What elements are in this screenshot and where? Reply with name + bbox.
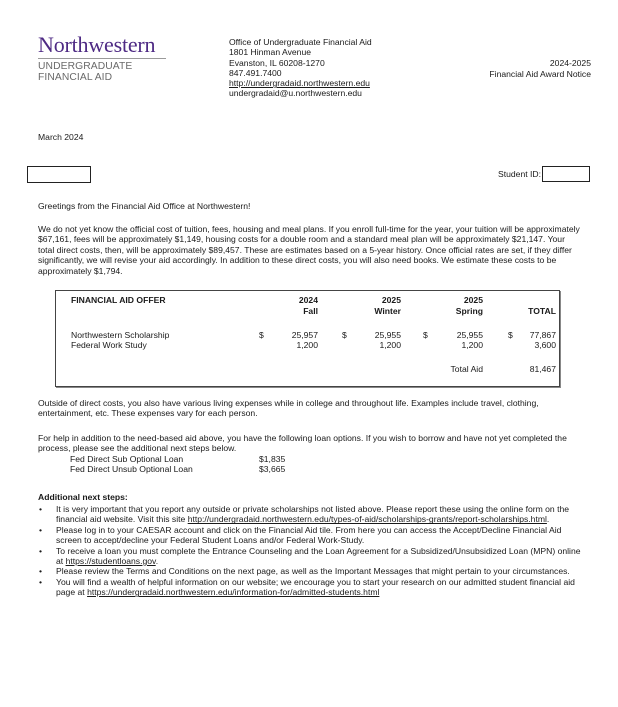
loan-amount: $1,835 [259, 453, 286, 464]
total-aid-label: Total Aid [450, 364, 483, 374]
amount-spring: 25,955 [456, 330, 483, 340]
amount-spring: 1,200 [461, 340, 483, 350]
next-step-item [38, 577, 583, 598]
student-id-label: Student ID: [498, 169, 541, 179]
logo-divider [38, 58, 166, 59]
next-step-item [38, 546, 583, 567]
student-id-field [542, 166, 590, 182]
office-address-block [229, 37, 372, 99]
amount-winter: 25,955 [374, 330, 401, 340]
street-address: 1801 Hinman Avenue [229, 47, 312, 58]
column-header-total: TOTAL [528, 306, 556, 316]
step-text: Please log in to your CAESAR account and click on the Financial Aid tile. From here you can access the Accept/Decline Financial Aid screen to accept/decline your Federal Student Loans and/or Federal Work-Study. [56, 524, 562, 546]
currency-symbol: $ [423, 330, 428, 340]
column-header-year: 2025 [463, 295, 483, 305]
column-header-term: Spring [455, 306, 483, 316]
bullet-icon: • [39, 566, 43, 577]
bullet-icon: • [39, 524, 43, 535]
admitted-students-link[interactable]: https://undergradaid.northwestern.edu/information-for/admitted-students.html [87, 587, 380, 598]
next-step-item [38, 525, 583, 546]
column-header-term: Winter [374, 306, 401, 316]
next-steps-title: Additional next steps: [38, 492, 128, 502]
step-text: Please review the Terms and Conditions on the next page, as well as the Important Messages that might pertain to your circumstances. [56, 566, 570, 577]
amount-fall: 25,957 [291, 330, 318, 340]
bullet-icon: • [39, 545, 43, 556]
office-email: undergradaid@u.northwestern.edu [229, 88, 362, 99]
living-expenses-paragraph: Outside of direct costs, you also have various living expenses while in college and throughout life. Examples include travel, clothing, entertainment, etc. These expenses vary for each person. [38, 398, 539, 419]
cost-estimate-paragraph: We do not yet know the official cost of tuition, fees, housing and meal plans. If you enroll full-time for the year, your tuition will be approximately $67,161, fees will be approximately $1,149, housing costs for a double room and a standard meal plan will be approximately $21,147. Your total direct costs, then, will be approximately $89,457. These are estimates based on a 5-year history. Once official rates are set, if they differ significantly, we will revise your aid accordingly. In addition to these direct costs, you will also need books. We estimate these costs to be approximately $1,794. [38, 224, 580, 276]
loan-row [38, 464, 583, 474]
step-text: You will find a wealth of helpful information on our website; we encourage you to start your research on our admitted student financial aid page at [56, 576, 575, 598]
greeting: Greetings from the Financial Aid Office at Northwestern! [38, 201, 251, 211]
loan-row [38, 454, 583, 464]
amount-total: 77,867 [529, 330, 556, 340]
offer-table-title: FINANCIAL AID OFFER [71, 295, 166, 305]
bullet-icon: • [39, 504, 43, 514]
student-name-field [27, 166, 91, 183]
column-header-year: 2025 [381, 295, 401, 305]
loan-amount: $3,665 [259, 464, 286, 475]
step-text: It is very important that you report any outside or private scholarships not listed above. Please report these using the online form on the financial aid website. Visit this site [56, 504, 570, 525]
logo-subtitle-line1: UNDERGRADUATE [38, 61, 133, 72]
studentloans-link[interactable]: https://studentloans.gov [65, 556, 156, 567]
column-header-term: Fall [303, 306, 318, 316]
student-id-row [498, 166, 590, 182]
total-aid-value: 81,467 [529, 364, 556, 374]
award-year: 2024-2025 [549, 58, 591, 68]
aid-name-work-study: Federal Work Study [71, 340, 147, 350]
aid-name-scholarship: Northwestern Scholarship [71, 330, 170, 340]
amount-winter: 1,200 [379, 340, 401, 350]
northwestern-logo-wordmark: Northwestern [38, 32, 156, 57]
loan-name: Fed Direct Sub Optional Loan [70, 453, 184, 464]
amount-fall: 1,200 [296, 340, 318, 350]
next-step-item [38, 566, 583, 576]
logo-subtitle-line2: FINANCIAL AID [38, 72, 113, 83]
amount-total: 3,600 [534, 340, 556, 350]
phone-number: 847.491.7400 [229, 67, 282, 78]
letter-date: March 2024 [38, 132, 84, 142]
next-step-item [38, 504, 583, 525]
loan-options-paragraph [38, 433, 583, 475]
loan-options-text: For help in addition to the need-based aid above, you have the following loan options. If you wish to borrow and have not yet completed the process, please see the additional next steps below. [38, 433, 567, 454]
step-text: To receive a loan you must complete the Entrance Counseling and the Loan Agreement for a Subsidized/Unsubsidized Loan (MPN) online at [56, 545, 581, 567]
report-scholarships-link[interactable]: http://undergradaid.northwestern.edu/types-of-aid/scholarships-grants/report-scholarships.html [187, 514, 547, 525]
currency-symbol: $ [342, 330, 347, 340]
office-website-link[interactable]: http://undergradaid.northwestern.edu [229, 78, 370, 89]
currency-symbol: $ [259, 330, 264, 340]
office-name: Office of Undergraduate Financial Aid [229, 37, 372, 47]
currency-symbol: $ [508, 330, 513, 340]
award-notice-title: Financial Aid Award Notice [489, 69, 591, 79]
bullet-icon: • [39, 576, 43, 587]
next-steps-list [38, 504, 583, 598]
award-notice-header [489, 58, 591, 80]
column-header-year: 2024 [298, 295, 318, 305]
step-text-end: . [155, 556, 159, 567]
financial-aid-offer-table [55, 290, 560, 387]
loan-name: Fed Direct Unsub Optional Loan [70, 464, 193, 475]
logo-subtitle [38, 61, 132, 83]
city-state-zip: Evanston, IL 60208-1270 [229, 57, 325, 68]
step-text-end: . [546, 514, 550, 525]
